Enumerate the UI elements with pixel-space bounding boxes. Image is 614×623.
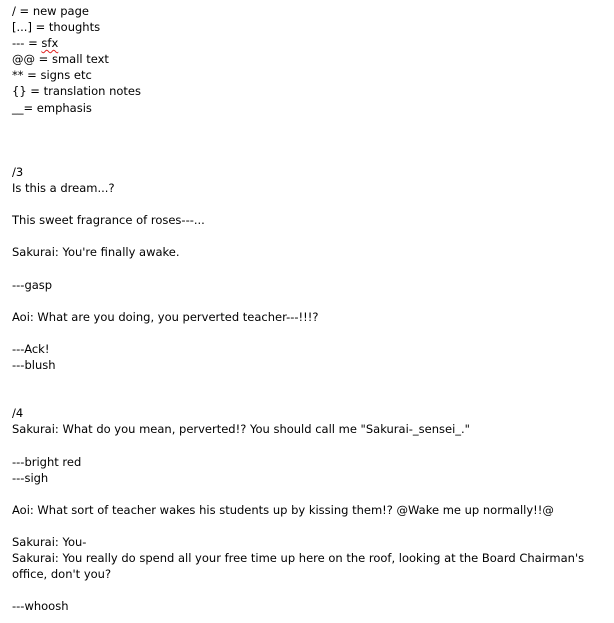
script-line: This sweet fragrance of roses---...	[12, 213, 205, 228]
legend-line-emphasis: __= emphasis	[12, 100, 92, 115]
script-line: ---whoosh	[12, 599, 69, 614]
blank-line	[12, 132, 614, 148]
legend-line-sfx	[12, 35, 614, 51]
blank-line	[12, 389, 614, 405]
script-line	[12, 196, 614, 212]
spellcheck-flagged-word: sfx	[41, 36, 59, 51]
blank-line	[12, 116, 614, 132]
script-line: office, don't you?	[12, 567, 112, 582]
legend-sfx-prefix: --- =	[12, 36, 42, 51]
page-3-section	[12, 164, 614, 373]
script-line	[12, 486, 614, 502]
script-line: ---blush	[12, 358, 56, 373]
legend-line-thoughts: [...] = thoughts	[12, 20, 101, 35]
script-line: Sakurai: What do you mean, perverted!? You should call me "Sakurai-_sensei_."	[12, 422, 470, 437]
script-line: ---bright red	[12, 454, 82, 469]
script-line: Sakurai: You-	[12, 535, 87, 550]
blank-line	[12, 148, 614, 164]
legend-line-small-text: @@ = small text	[12, 52, 109, 67]
legend-line-signs: ** = signs etc	[12, 68, 92, 83]
script-line	[12, 438, 614, 454]
script-line	[12, 582, 614, 598]
script-line: Aoi: What sort of teacher wakes his students up by kissing them!? @Wake me up normally!!@	[12, 502, 554, 517]
legend-line-new-page: / = new page	[12, 4, 89, 18]
script-line	[12, 228, 614, 244]
script-line: Sakurai: You really do spend all your free time up here on the roof, looking at the Board Chairman's	[12, 551, 585, 566]
script-line	[12, 325, 614, 341]
page-4-marker: /4	[12, 406, 24, 421]
script-line: Aoi: What are you doing, you perverted teacher---!!!?	[12, 309, 319, 324]
page-4-section	[12, 405, 614, 614]
legend-section	[12, 3, 614, 116]
legend-line-translation-notes: {} = translation notes	[12, 84, 141, 99]
script-line: ---sigh	[12, 470, 49, 485]
script-line	[12, 518, 614, 534]
script-line: Is this a dream...?	[12, 181, 115, 196]
script-line: ---Ack!	[12, 341, 50, 356]
blank-line	[12, 373, 614, 389]
script-line	[12, 261, 614, 277]
script-line: ---gasp	[12, 277, 53, 292]
page-3-marker: /3	[12, 164, 24, 179]
script-line: Sakurai: You're finally awake.	[12, 245, 180, 260]
document-body[interactable]	[12, 3, 614, 615]
script-line	[12, 293, 614, 309]
